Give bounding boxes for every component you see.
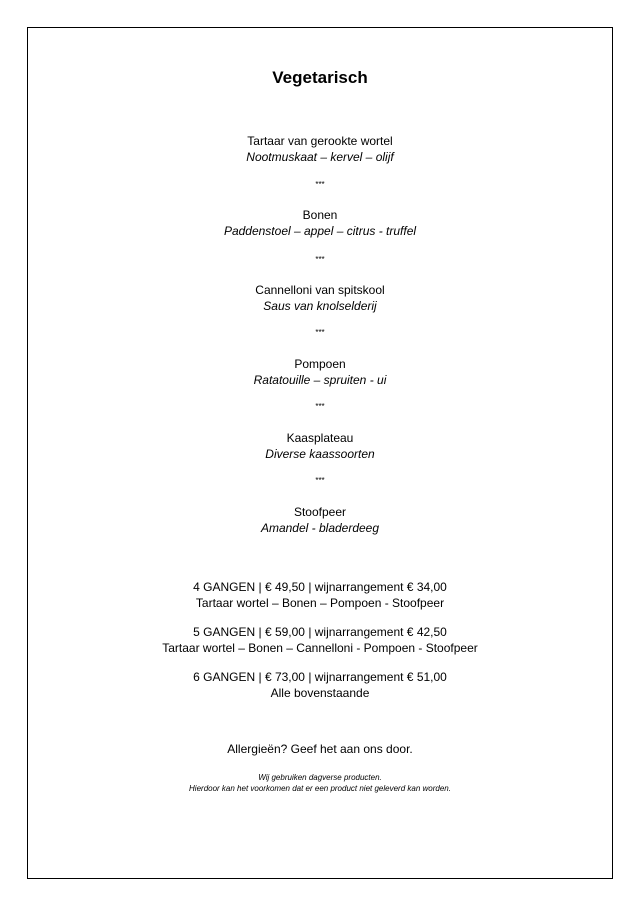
separator: *** xyxy=(315,476,325,485)
course-description: Saus van knolselderij xyxy=(263,299,377,313)
course-1 xyxy=(0,133,640,165)
course-name: Bonen xyxy=(302,208,338,222)
course-description: Ratatouille – spruiten - ui xyxy=(253,373,387,387)
course-description: Diverse kaassoorten xyxy=(265,447,375,461)
separator: *** xyxy=(315,255,325,264)
package-5-courses xyxy=(0,624,640,656)
separator: *** xyxy=(315,180,325,189)
package-price: 6 GANGEN | € 73,00 | wijnarrangement € 51,00 xyxy=(193,670,447,684)
footnote-line-1: Wij gebruiken dagverse producten. xyxy=(258,773,382,782)
course-3 xyxy=(0,282,640,314)
package-6-courses xyxy=(0,669,640,701)
separator: *** xyxy=(315,402,325,411)
allergy-notice: Allergieën? Geef het aan ons door. xyxy=(227,742,413,756)
package-courses: Tartaar wortel – Bonen – Cannelloni - Pompoen - Stoofpeer xyxy=(162,641,478,655)
package-price: 4 GANGEN | € 49,50 | wijnarrangement € 34,00 xyxy=(193,580,447,594)
course-name: Tartaar van gerookte wortel xyxy=(247,134,393,148)
separator: *** xyxy=(315,328,325,337)
course-name: Stoofpeer xyxy=(293,505,347,519)
course-4 xyxy=(0,356,640,388)
course-description: Nootmuskaat – kervel – olijf xyxy=(246,150,394,164)
menu-title: Vegetarisch xyxy=(272,68,368,87)
course-name: Kaasplateau xyxy=(286,431,354,445)
course-2 xyxy=(0,207,640,239)
package-courses: Tartaar wortel – Bonen – Pompoen - Stoofpeer xyxy=(195,596,445,610)
footnote xyxy=(0,772,640,794)
course-5 xyxy=(0,430,640,462)
footnote-line-2: Hierdoor kan het voorkomen dat er een product niet geleverd kan worden. xyxy=(189,784,451,793)
package-courses: Alle bovenstaande xyxy=(270,686,370,700)
course-name: Cannelloni van spitskool xyxy=(255,283,385,297)
course-name: Pompoen xyxy=(294,357,346,371)
package-price: 5 GANGEN | € 59,00 | wijnarrangement € 42,50 xyxy=(193,625,447,639)
course-description: Amandel - bladerdeeg xyxy=(260,521,380,535)
course-6 xyxy=(0,504,640,536)
package-4-courses xyxy=(0,579,640,611)
course-description: Paddenstoel – appel – citrus - truffel xyxy=(223,224,417,238)
